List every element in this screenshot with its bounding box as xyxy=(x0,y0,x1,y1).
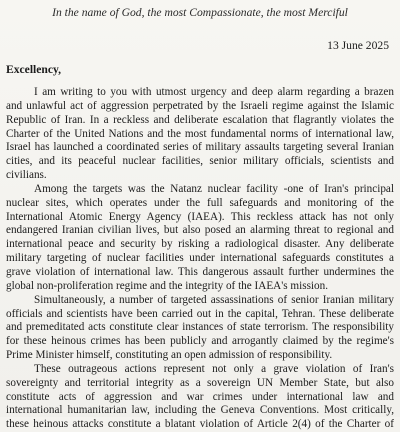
paragraph-line: and premeditated acts constitute clear instances of state terrorism. The responsibility xyxy=(6,321,394,334)
paragraph-line: military targeting of nuclear facilities under international safeguards constitutes a xyxy=(6,252,394,265)
paragraph-line: nuclear sites, which operates under the full safeguards and monitoring of the xyxy=(6,196,394,209)
body-paragraph xyxy=(6,294,394,363)
letter-body xyxy=(6,86,394,432)
paragraph-line: Israel has launched a coordinated series of military assaults targeting several Iranian xyxy=(6,141,394,154)
paragraph-line: Republic of Iran. In a reckless and deliberate escalation that flagrantly violates the xyxy=(6,113,394,126)
paragraph-line: officials and scientists have been carried out in the capital, Tehran. These deliberate xyxy=(6,307,394,320)
paragraph-line: constitute acts of aggression and war crimes under international law and xyxy=(6,390,394,403)
paragraph-line: these heinous attacks constitute a blatant violation of Article 2(4) of the Charter of xyxy=(6,418,394,431)
body-paragraph xyxy=(6,363,394,432)
paragraph-line: Prime Minister himself, constituting an open admission of responsibility. xyxy=(6,349,333,362)
invocation-line: In the name of God, the most Compassionate, the most Merciful xyxy=(52,6,348,19)
paragraph-line: international peace and security by risking a radiological disaster. Any deliberate xyxy=(6,238,394,251)
salutation: Excellency, xyxy=(6,63,62,76)
paragraph-line: endangered Iranian civilian lives, but also posed an alarming threat to regional and xyxy=(6,224,394,237)
paragraph-line: for these heinous crimes has been publicly and arrogantly claimed by the regime's xyxy=(6,335,394,348)
paragraph-line: grave violation of international law. This dangerous assault further undermines the xyxy=(6,265,394,278)
paragraph-line: I am writing to you with utmost urgency and deep alarm regarding a brazen xyxy=(34,86,394,98)
paragraph-line: cities, and its peaceful nuclear facilities, senior military officials, scientists and xyxy=(6,155,394,168)
body-paragraph xyxy=(6,183,394,294)
paragraph-line: Charter of the United Nations and the most fundamental norms of international law, xyxy=(6,127,394,140)
paragraph-line: international humanitarian law, including the Geneva Conventions. Most critically, xyxy=(6,404,394,417)
paragraph-line: Simultaneously, a number of targeted assassinations of senior Iranian military xyxy=(34,293,394,306)
paragraph-line: civilians. xyxy=(6,169,47,182)
paragraph-line: and unlawful act of aggression perpetrated by the Israeli regime against the Islamic xyxy=(6,99,394,112)
paragraph-line: global non-proliferation regime and the integrity of the IAEA's mission. xyxy=(6,279,329,292)
paragraph-line: These outrageous actions represent not only a grave violation of Iran's xyxy=(34,362,394,375)
letter-date: 13 June 2025 xyxy=(327,39,389,52)
body-paragraph xyxy=(6,86,394,183)
paragraph-line: International Atomic Energy Agency (IAEA). This reckless attack has not only xyxy=(6,210,394,223)
paragraph-line: sovereignty and territorial integrity as a sovereign UN Member State, but also xyxy=(6,376,394,389)
paragraph-line: Among the targets was the Natanz nuclear facility -one of Iran's principal xyxy=(34,182,394,195)
